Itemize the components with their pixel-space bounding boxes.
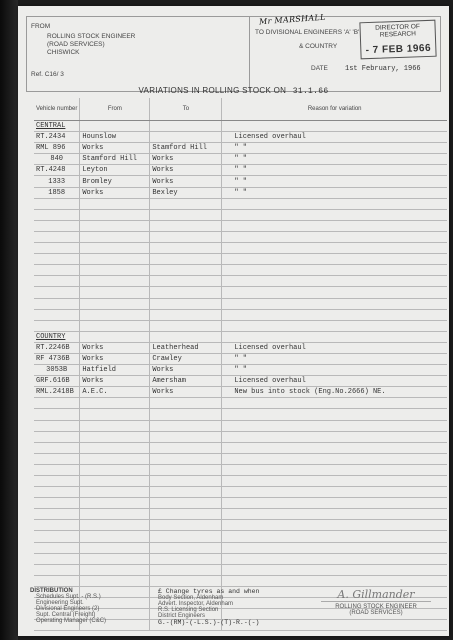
cell-reason: Licensed overhaul bbox=[222, 342, 447, 353]
cell-from bbox=[80, 531, 150, 542]
table-row bbox=[34, 132, 447, 143]
document-title bbox=[18, 86, 449, 96]
cell-vehicle bbox=[34, 509, 80, 520]
table-header-row bbox=[34, 98, 447, 121]
table-row bbox=[34, 542, 447, 553]
cell-from bbox=[80, 265, 150, 276]
cell-vehicle: RT.2434 bbox=[34, 132, 80, 143]
cell-reason bbox=[222, 553, 447, 564]
cell-reason: " " bbox=[222, 143, 447, 154]
cell-to bbox=[150, 442, 222, 453]
cell-from: Stamford Hill bbox=[80, 154, 150, 165]
table-row bbox=[34, 431, 447, 442]
cell-reason: Licensed overhaul bbox=[222, 376, 447, 387]
cell-from: Hatfield bbox=[80, 365, 150, 376]
cell-from bbox=[80, 276, 150, 287]
cell-vehicle bbox=[34, 409, 80, 420]
cell-vehicle bbox=[34, 498, 80, 509]
cell-reason bbox=[222, 487, 447, 498]
cell-from bbox=[80, 220, 150, 231]
cell-to bbox=[150, 520, 222, 531]
cell-vehicle: CENTRAL bbox=[34, 121, 80, 132]
table-row bbox=[34, 409, 447, 420]
cell-vehicle: 1333 bbox=[34, 176, 80, 187]
cell-reason bbox=[222, 409, 447, 420]
cell-vehicle bbox=[34, 453, 80, 464]
table-row bbox=[34, 198, 447, 209]
cell-vehicle bbox=[34, 231, 80, 242]
cell-to bbox=[150, 409, 222, 420]
document-footer bbox=[30, 588, 441, 634]
cell-to bbox=[150, 476, 222, 487]
cell-from bbox=[80, 431, 150, 442]
variations-table bbox=[34, 98, 447, 631]
cell-vehicle: 840 bbox=[34, 154, 80, 165]
cell-reason bbox=[222, 220, 447, 231]
cell-to bbox=[150, 431, 222, 442]
cell-from: Works bbox=[80, 143, 150, 154]
cell-from bbox=[80, 542, 150, 553]
cell-reason bbox=[222, 209, 447, 220]
table-row bbox=[34, 553, 447, 564]
cell-reason: " " bbox=[222, 165, 447, 176]
stamp-line-1: DIRECTOR OF bbox=[375, 23, 421, 32]
table-row bbox=[34, 520, 447, 531]
cell-from bbox=[80, 398, 150, 409]
table-row bbox=[34, 231, 447, 242]
cell-from bbox=[80, 575, 150, 586]
column-header-reason: Reason for variation bbox=[222, 98, 447, 121]
cell-reason bbox=[222, 320, 447, 331]
cell-from bbox=[80, 243, 150, 254]
cell-to bbox=[150, 420, 222, 431]
cell-to bbox=[150, 254, 222, 265]
from-line-1: ROLLING STOCK ENGINEER bbox=[47, 33, 136, 40]
cell-vehicle bbox=[34, 276, 80, 287]
cell-to bbox=[150, 287, 222, 298]
cell-vehicle bbox=[34, 487, 80, 498]
cell-reason bbox=[222, 265, 447, 276]
cell-to bbox=[150, 198, 222, 209]
cell-reason bbox=[222, 331, 447, 342]
cell-reason bbox=[222, 231, 447, 242]
cell-to bbox=[150, 464, 222, 475]
stamp-line-2: RESEARCH bbox=[379, 30, 416, 39]
signature-title-1: ROLLING STOCK ENGINEER bbox=[335, 604, 417, 610]
table-row bbox=[34, 243, 447, 254]
signature: A. Gillmander bbox=[321, 588, 431, 602]
cell-reason bbox=[222, 309, 447, 320]
cell-vehicle bbox=[34, 243, 80, 254]
cell-from bbox=[80, 309, 150, 320]
letter-header bbox=[26, 12, 441, 92]
distribution-line-1: Schedules Supt. - (R.S.) bbox=[36, 594, 101, 600]
copies-line-4: District Engineers bbox=[158, 613, 206, 619]
distribution-line-5: Operating Manager (C&C) bbox=[36, 618, 107, 624]
table-row bbox=[34, 287, 447, 298]
cell-from bbox=[80, 331, 150, 342]
table-row bbox=[34, 309, 447, 320]
cell-to: Leatherhead bbox=[150, 342, 222, 353]
cell-reason bbox=[222, 276, 447, 287]
table-row bbox=[34, 476, 447, 487]
received-stamp bbox=[359, 20, 436, 60]
table-row bbox=[34, 187, 447, 198]
table-row bbox=[34, 143, 447, 154]
cell-from bbox=[80, 564, 150, 575]
title-text: VARIATIONS IN ROLLING STOCK ON bbox=[138, 86, 287, 95]
table-row bbox=[34, 276, 447, 287]
cell-from: A.E.C. bbox=[80, 387, 150, 398]
table-row bbox=[34, 176, 447, 187]
table-row bbox=[34, 254, 447, 265]
cell-reason: " " bbox=[222, 353, 447, 364]
table-row bbox=[34, 531, 447, 542]
table-row bbox=[34, 154, 447, 165]
from-line-2: (ROAD SERVICES) bbox=[47, 41, 105, 48]
cell-from bbox=[80, 442, 150, 453]
cell-vehicle: 1858 bbox=[34, 187, 80, 198]
copies-line-3: R.S. Licensing Section bbox=[158, 607, 219, 613]
cell-to bbox=[150, 575, 222, 586]
distribution-label: DISTRIBUTION bbox=[30, 588, 73, 594]
table-row bbox=[34, 353, 447, 364]
column-header-to: To bbox=[150, 98, 222, 121]
cell-vehicle bbox=[34, 531, 80, 542]
cell-from bbox=[80, 553, 150, 564]
from-line-3: CHISWICK bbox=[47, 49, 80, 56]
cell-reason bbox=[222, 453, 447, 464]
cell-from bbox=[80, 453, 150, 464]
cell-from bbox=[80, 464, 150, 475]
cell-reason bbox=[222, 542, 447, 553]
cell-vehicle: RT.4248 bbox=[34, 165, 80, 176]
table-row bbox=[34, 320, 447, 331]
cell-vehicle bbox=[34, 298, 80, 309]
cell-from bbox=[80, 298, 150, 309]
cell-from bbox=[80, 320, 150, 331]
cell-vehicle: RT.2246B bbox=[34, 342, 80, 353]
cell-to: Works bbox=[150, 387, 222, 398]
cell-vehicle: RF 4736B bbox=[34, 353, 80, 364]
table-row bbox=[34, 265, 447, 276]
cell-reason bbox=[222, 564, 447, 575]
cell-from bbox=[80, 498, 150, 509]
cell-to bbox=[150, 531, 222, 542]
cell-from bbox=[80, 287, 150, 298]
cell-to bbox=[150, 542, 222, 553]
stamp-date: - 7 FEB 1966 bbox=[365, 42, 432, 57]
cell-vehicle bbox=[34, 287, 80, 298]
cell-reason bbox=[222, 121, 447, 132]
cell-from bbox=[80, 420, 150, 431]
table-row bbox=[34, 498, 447, 509]
cell-reason bbox=[222, 442, 447, 453]
cell-reason bbox=[222, 575, 447, 586]
cell-reason: " " bbox=[222, 176, 447, 187]
distribution-line-2: Engineering Supt. bbox=[36, 600, 84, 606]
cell-vehicle bbox=[34, 520, 80, 531]
cell-to bbox=[150, 398, 222, 409]
cell-reason: " " bbox=[222, 154, 447, 165]
title-date: 31.1.66 bbox=[292, 87, 329, 96]
cell-reason bbox=[222, 531, 447, 542]
cell-vehicle bbox=[34, 442, 80, 453]
copies-line-2: Advert. Inspector, Aldenham bbox=[158, 601, 234, 607]
cell-from bbox=[80, 409, 150, 420]
table-row bbox=[34, 220, 447, 231]
cell-to bbox=[150, 209, 222, 220]
cell-vehicle: 3053B bbox=[34, 365, 80, 376]
cell-to bbox=[150, 220, 222, 231]
cell-reason bbox=[222, 198, 447, 209]
column-header-from: From bbox=[80, 98, 150, 121]
cell-reason bbox=[222, 298, 447, 309]
cell-to: Works bbox=[150, 154, 222, 165]
cell-vehicle bbox=[34, 542, 80, 553]
cell-vehicle bbox=[34, 265, 80, 276]
scan-dark-edge bbox=[0, 0, 18, 640]
reference: Ref. C16/ 3 bbox=[31, 71, 64, 78]
distribution-line-4: Supt. Central (Freight) bbox=[36, 612, 96, 618]
table-row bbox=[34, 342, 447, 353]
cell-from: Hounslow bbox=[80, 132, 150, 143]
cell-vehicle: COUNTRY bbox=[34, 331, 80, 342]
variations-table-body bbox=[34, 98, 447, 631]
cell-to bbox=[150, 243, 222, 254]
cell-to: Bexley bbox=[150, 187, 222, 198]
cell-to bbox=[150, 231, 222, 242]
table-row bbox=[34, 564, 447, 575]
cell-reason bbox=[222, 243, 447, 254]
cell-to: Amersham bbox=[150, 376, 222, 387]
cell-reason bbox=[222, 498, 447, 509]
table-row bbox=[34, 376, 447, 387]
cell-reason: " " bbox=[222, 365, 447, 376]
date-label: DATE bbox=[311, 65, 328, 72]
table-row bbox=[34, 165, 447, 176]
cell-from bbox=[80, 487, 150, 498]
cell-to bbox=[150, 298, 222, 309]
cell-vehicle bbox=[34, 309, 80, 320]
cell-from bbox=[80, 198, 150, 209]
cell-from bbox=[80, 509, 150, 520]
cell-vehicle bbox=[34, 575, 80, 586]
cell-from bbox=[80, 231, 150, 242]
cell-vehicle bbox=[34, 431, 80, 442]
table-row bbox=[34, 453, 447, 464]
cell-vehicle bbox=[34, 198, 80, 209]
cell-from bbox=[80, 476, 150, 487]
signature-block bbox=[321, 588, 431, 616]
cell-to bbox=[150, 132, 222, 143]
cell-reason: New bus into stock (Eng.No.2666) NE. bbox=[222, 387, 447, 398]
cell-from: Works bbox=[80, 187, 150, 198]
cell-reason bbox=[222, 431, 447, 442]
table-row bbox=[34, 464, 447, 475]
cell-to bbox=[150, 121, 222, 132]
cell-from bbox=[80, 520, 150, 531]
cell-to bbox=[150, 509, 222, 520]
cell-vehicle bbox=[34, 254, 80, 265]
footer-bottom-typed: G.-(RM)-(-L.S.)-(T)-R.-(-) bbox=[158, 619, 260, 626]
cell-to: Works bbox=[150, 165, 222, 176]
handwritten-cc: Mr MARSHALL bbox=[258, 12, 326, 27]
cell-to bbox=[150, 564, 222, 575]
cell-to: Crawley bbox=[150, 353, 222, 364]
table-row bbox=[34, 575, 447, 586]
cell-vehicle bbox=[34, 464, 80, 475]
table-row bbox=[34, 398, 447, 409]
cell-reason bbox=[222, 464, 447, 475]
table-row bbox=[34, 420, 447, 431]
cell-to bbox=[150, 265, 222, 276]
distribution-line-3: Divisional Engineers (2) bbox=[36, 606, 100, 612]
cell-reason: Licensed overhaul bbox=[222, 132, 447, 143]
cell-reason bbox=[222, 254, 447, 265]
cell-from: Works bbox=[80, 353, 150, 364]
signature-title-2: (ROAD SERVICES) bbox=[349, 610, 403, 616]
cell-from: Bromley bbox=[80, 176, 150, 187]
cell-to bbox=[150, 453, 222, 464]
table-row bbox=[34, 365, 447, 376]
cell-to bbox=[150, 276, 222, 287]
cell-from bbox=[80, 254, 150, 265]
cell-vehicle bbox=[34, 320, 80, 331]
cell-reason bbox=[222, 476, 447, 487]
cell-vehicle bbox=[34, 476, 80, 487]
cell-reason bbox=[222, 520, 447, 531]
cell-from bbox=[80, 209, 150, 220]
cell-from: Leyton bbox=[80, 165, 150, 176]
table-row bbox=[34, 331, 447, 342]
cell-reason bbox=[222, 509, 447, 520]
copies-block bbox=[158, 588, 328, 626]
cell-vehicle: GRF.616B bbox=[34, 376, 80, 387]
table-row bbox=[34, 298, 447, 309]
cell-from: Works bbox=[80, 342, 150, 353]
footer-note: £ Change tyres as and when bbox=[158, 588, 260, 595]
cell-to: Works bbox=[150, 176, 222, 187]
table-row bbox=[34, 121, 447, 132]
cell-vehicle: RML.2418B bbox=[34, 387, 80, 398]
table-row bbox=[34, 387, 447, 398]
cell-to: Works bbox=[150, 365, 222, 376]
table-row bbox=[34, 209, 447, 220]
table-row bbox=[34, 487, 447, 498]
cell-reason bbox=[222, 420, 447, 431]
cell-to bbox=[150, 331, 222, 342]
cell-from bbox=[80, 121, 150, 132]
cell-reason bbox=[222, 287, 447, 298]
column-header-vehicle: Vehicle number bbox=[34, 98, 80, 121]
copies-line-1: Body Section, Aldenham bbox=[158, 595, 224, 601]
cell-from: Works bbox=[80, 376, 150, 387]
cell-to bbox=[150, 309, 222, 320]
document-sheet bbox=[18, 6, 449, 636]
cell-vehicle bbox=[34, 398, 80, 409]
cell-vehicle bbox=[34, 220, 80, 231]
cell-vehicle bbox=[34, 564, 80, 575]
cell-reason bbox=[222, 398, 447, 409]
cell-vehicle bbox=[34, 420, 80, 431]
to-line-2: & COUNTRY bbox=[299, 43, 338, 50]
cell-to bbox=[150, 320, 222, 331]
cell-to bbox=[150, 487, 222, 498]
table-row bbox=[34, 442, 447, 453]
cell-vehicle bbox=[34, 553, 80, 564]
from-block bbox=[27, 17, 250, 91]
cell-vehicle bbox=[34, 209, 80, 220]
date-value: 1st February, 1966 bbox=[345, 65, 421, 73]
to-line-1: TO DIVISIONAL ENGINEERS 'A' 'B' bbox=[255, 29, 360, 36]
cell-to bbox=[150, 553, 222, 564]
from-label: FROM bbox=[31, 23, 51, 30]
cell-reason: " " bbox=[222, 187, 447, 198]
table-row bbox=[34, 509, 447, 520]
cell-to: Stamford Hill bbox=[150, 143, 222, 154]
distribution-block bbox=[30, 588, 150, 624]
cell-to bbox=[150, 498, 222, 509]
cell-vehicle: RML 896 bbox=[34, 143, 80, 154]
